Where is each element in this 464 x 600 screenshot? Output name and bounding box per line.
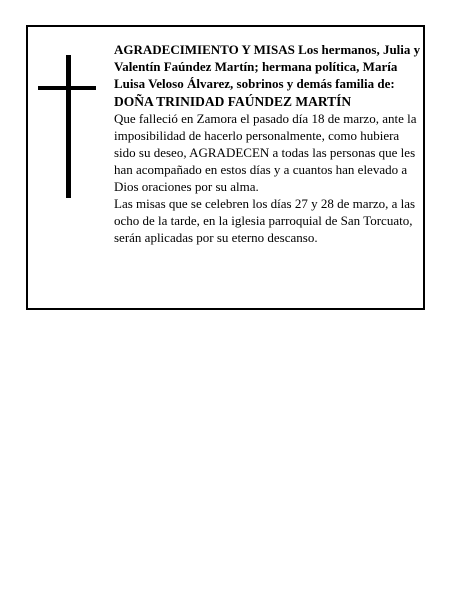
masses-paragraph: Las misas que se celebren los días 27 y 28 de marzo, a las ocho de la tarde, en la iglesia parroquial de San Torcuato, serán aplicadas por su eterno descanso. (114, 196, 416, 245)
cross-horizontal-bar (38, 86, 96, 90)
cross-vertical-bar (66, 55, 71, 198)
notice-text (114, 41, 422, 246)
notice-heading: AGRADECIMIENTO Y MISAS Los hermanos, Julia y Valentín Faúndez Martín; hermana política, María Luisa Veloso Álvarez, sobrinos y demás familia de: (114, 42, 421, 91)
deceased-name: DOÑA TRINIDAD FAÚNDEZ MARTÍN (114, 94, 352, 109)
cross-icon (38, 55, 96, 198)
obituary-notice (26, 25, 425, 310)
acknowledgement-paragraph: Que falleció en Zamora el pasado día 18 de marzo, ante la imposibilidad de hacerlo personalmente, como hubiera sido su deseo, AGRADECEN a todas las personas que les han acompañado en estos días y a cuantos han elevado a Dios oraciones por su alma. (114, 111, 417, 194)
